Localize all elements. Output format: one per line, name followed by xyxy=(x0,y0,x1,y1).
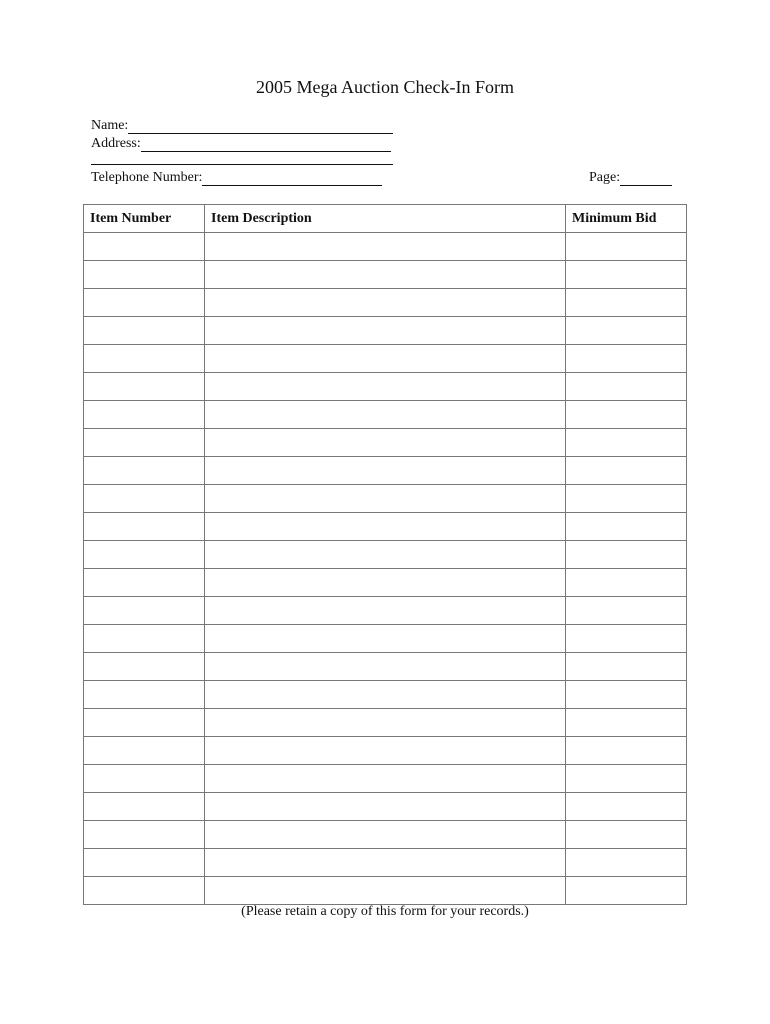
item-description-cell[interactable] xyxy=(205,793,566,821)
page-label: Page: xyxy=(589,170,621,185)
minimum-bid-cell[interactable] xyxy=(566,289,687,317)
item-number-cell[interactable] xyxy=(84,261,205,289)
item-number-cell[interactable] xyxy=(84,345,205,373)
item-description-cell[interactable] xyxy=(205,233,566,261)
item-number-cell[interactable] xyxy=(84,569,205,597)
minimum-bid-cell[interactable] xyxy=(566,653,687,681)
item-description-cell[interactable] xyxy=(205,429,566,457)
minimum-bid-cell[interactable] xyxy=(566,569,687,597)
item-number-cell[interactable] xyxy=(84,429,205,457)
item-description-cell[interactable] xyxy=(205,877,566,905)
header-item-number: Item Number xyxy=(84,205,205,233)
minimum-bid-cell[interactable] xyxy=(566,261,687,289)
table-row xyxy=(84,625,687,653)
minimum-bid-cell[interactable] xyxy=(566,485,687,513)
item-number-cell[interactable] xyxy=(84,877,205,905)
name-input-line[interactable] xyxy=(128,120,393,134)
minimum-bid-cell[interactable] xyxy=(566,709,687,737)
item-description-cell[interactable] xyxy=(205,513,566,541)
table-row xyxy=(84,429,687,457)
minimum-bid-cell[interactable] xyxy=(566,793,687,821)
item-number-cell[interactable] xyxy=(84,821,205,849)
table-row xyxy=(84,765,687,793)
minimum-bid-cell[interactable] xyxy=(566,737,687,765)
item-description-cell[interactable] xyxy=(205,681,566,709)
table-row xyxy=(84,653,687,681)
page-input-line[interactable] xyxy=(620,172,672,186)
table-row xyxy=(84,793,687,821)
item-number-cell[interactable] xyxy=(84,373,205,401)
minimum-bid-cell[interactable] xyxy=(566,373,687,401)
table-row xyxy=(84,513,687,541)
item-number-cell[interactable] xyxy=(84,541,205,569)
minimum-bid-cell[interactable] xyxy=(566,345,687,373)
item-description-cell[interactable] xyxy=(205,569,566,597)
minimum-bid-cell[interactable] xyxy=(566,457,687,485)
item-number-cell[interactable] xyxy=(84,597,205,625)
form-title: 2005 Mega Auction Check-In Form xyxy=(256,77,514,97)
table-row xyxy=(84,597,687,625)
header-minimum-bid: Minimum Bid xyxy=(566,205,687,233)
item-description-cell[interactable] xyxy=(205,485,566,513)
item-number-cell[interactable] xyxy=(84,233,205,261)
table-row xyxy=(84,457,687,485)
items-table xyxy=(83,204,687,905)
item-number-cell[interactable] xyxy=(84,289,205,317)
item-number-cell[interactable] xyxy=(84,513,205,541)
item-number-cell[interactable] xyxy=(84,485,205,513)
item-number-cell[interactable] xyxy=(84,737,205,765)
header-item-description: Item Description xyxy=(205,205,566,233)
item-description-cell[interactable] xyxy=(205,289,566,317)
name-label: Name: xyxy=(91,118,129,133)
table-row xyxy=(84,877,687,905)
item-number-cell[interactable] xyxy=(84,793,205,821)
item-number-cell[interactable] xyxy=(84,401,205,429)
item-description-cell[interactable] xyxy=(205,345,566,373)
table-row xyxy=(84,541,687,569)
table-row xyxy=(84,401,687,429)
item-number-cell[interactable] xyxy=(84,625,205,653)
item-number-cell[interactable] xyxy=(84,849,205,877)
minimum-bid-cell[interactable] xyxy=(566,681,687,709)
minimum-bid-cell[interactable] xyxy=(566,429,687,457)
address-input-line[interactable] xyxy=(141,138,391,152)
table-row xyxy=(84,373,687,401)
table-row xyxy=(84,485,687,513)
item-number-cell[interactable] xyxy=(84,653,205,681)
item-description-cell[interactable] xyxy=(205,737,566,765)
item-description-cell[interactable] xyxy=(205,625,566,653)
telephone-field xyxy=(91,170,382,186)
address-field xyxy=(91,136,391,152)
minimum-bid-cell[interactable] xyxy=(566,625,687,653)
minimum-bid-cell[interactable] xyxy=(566,317,687,345)
table-row xyxy=(84,821,687,849)
item-description-cell[interactable] xyxy=(205,541,566,569)
table-row xyxy=(84,849,687,877)
minimum-bid-cell[interactable] xyxy=(566,597,687,625)
table-row xyxy=(84,317,687,345)
minimum-bid-cell[interactable] xyxy=(566,765,687,793)
item-description-cell[interactable] xyxy=(205,765,566,793)
footer-note: (Please retain a copy of this form for your records.) xyxy=(241,904,529,919)
item-description-cell[interactable] xyxy=(205,401,566,429)
item-number-cell[interactable] xyxy=(84,765,205,793)
minimum-bid-cell[interactable] xyxy=(566,821,687,849)
item-description-cell[interactable] xyxy=(205,457,566,485)
item-number-cell[interactable] xyxy=(84,681,205,709)
table-row xyxy=(84,345,687,373)
item-description-cell[interactable] xyxy=(205,709,566,737)
item-description-cell[interactable] xyxy=(205,597,566,625)
minimum-bid-cell[interactable] xyxy=(566,233,687,261)
address-continuation-line[interactable] xyxy=(91,164,393,165)
address-label: Address: xyxy=(91,136,141,151)
minimum-bid-cell[interactable] xyxy=(566,877,687,905)
table-header-row xyxy=(84,205,687,233)
item-description-cell[interactable] xyxy=(205,821,566,849)
item-description-cell[interactable] xyxy=(205,261,566,289)
table-row xyxy=(84,233,687,261)
item-number-cell[interactable] xyxy=(84,709,205,737)
minimum-bid-cell[interactable] xyxy=(566,849,687,877)
table-row xyxy=(84,709,687,737)
item-description-cell[interactable] xyxy=(205,653,566,681)
item-number-cell[interactable] xyxy=(84,317,205,345)
item-description-cell[interactable] xyxy=(205,849,566,877)
item-description-cell[interactable] xyxy=(205,317,566,345)
item-description-cell[interactable] xyxy=(205,373,566,401)
table-body xyxy=(84,233,687,905)
table-row xyxy=(84,737,687,765)
page-field xyxy=(589,170,672,186)
table-row xyxy=(84,569,687,597)
minimum-bid-cell[interactable] xyxy=(566,513,687,541)
name-field xyxy=(91,118,393,134)
table-row xyxy=(84,289,687,317)
table-row xyxy=(84,681,687,709)
table-row xyxy=(84,261,687,289)
telephone-label: Telephone Number: xyxy=(91,170,203,185)
telephone-input-line[interactable] xyxy=(202,172,382,186)
minimum-bid-cell[interactable] xyxy=(566,401,687,429)
item-number-cell[interactable] xyxy=(84,457,205,485)
minimum-bid-cell[interactable] xyxy=(566,541,687,569)
